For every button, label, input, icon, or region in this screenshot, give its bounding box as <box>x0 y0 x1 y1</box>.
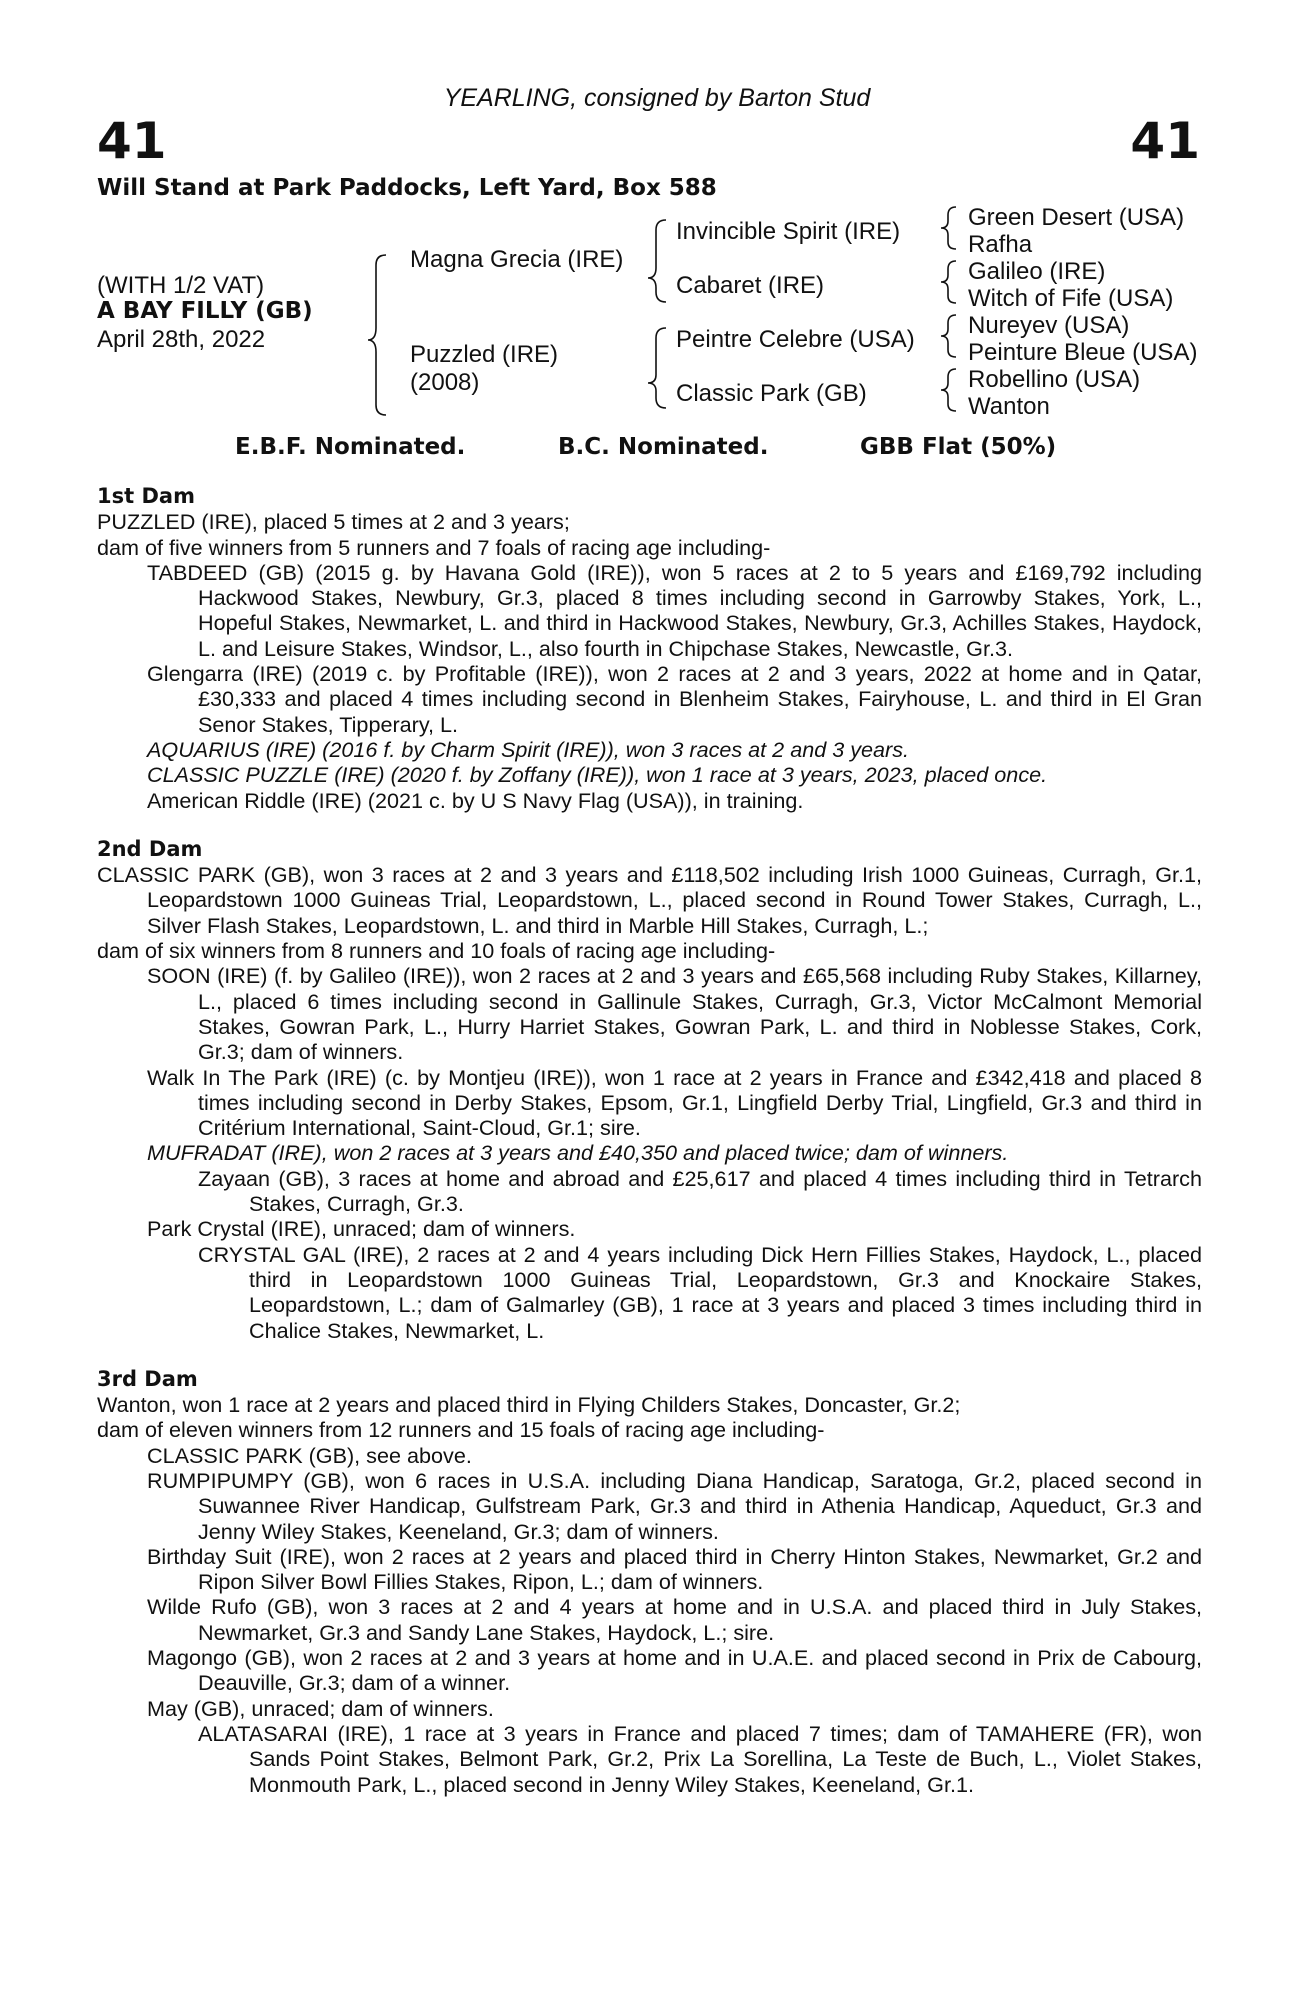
first-dam-progeny: AQUARIUS (IRE) (2016 f. by Charm Spirit (IRE)), won 3 races at 2 and 3 years. <box>147 736 910 762</box>
ebf-nomination: E.B.F. Nominated. <box>235 434 466 460</box>
sire: Magna Grecia (IRE) <box>410 246 624 273</box>
lot-number-right: 41 <box>1130 112 1200 170</box>
first-dam-line: PUZZLED (IRE), placed 5 times at 2 and 3 years; <box>97 509 570 535</box>
vat-note: (WITH 1/2 VAT) <box>97 272 265 299</box>
stand-location: Will Stand at Park Paddocks, Left Yard, Box 588 <box>97 175 717 201</box>
first-dam-progeny: Glengarra (IRE) (2019 c. by Profitable (IRE)), won 2 races at 2 and 3 years, 2022 at home and in Qatar, £30,333 and placed 4 times including second in Blenheim Stakes, Fairyhouse, L. and third in El Gran Senor Stakes, Tipperary, L. <box>147 661 1202 737</box>
third-dam-progeny: Wilde Rufo (GB), won 3 races at 2 and 4 years at home and in U.S.A. and placed third in July Stakes, Newmarket, Gr.3 and Sandy Lane Stakes, Haydock, L.; sire. <box>147 1594 1202 1645</box>
bc-nomination: B.C. Nominated. <box>558 434 769 460</box>
first-dam-summary: dam of five winners from 5 runners and 7 foals of racing age including- <box>97 534 771 560</box>
second-dam-progeny: Park Crystal (IRE), unraced; dam of winners. <box>147 1216 576 1242</box>
dam-sire: Peintre Celebre (USA) <box>676 326 915 353</box>
foaling-date: April 28th, 2022 <box>97 326 266 353</box>
dam-year: (2008) <box>410 369 480 396</box>
dam: Puzzled (IRE) <box>410 341 559 368</box>
third-dam-progeny: CLASSIC PARK (GB), see above. <box>147 1442 472 1468</box>
sire-sire: Invincible Spirit (IRE) <box>676 218 901 245</box>
third-dam-progeny: Magongo (GB), won 2 races at 2 and 3 years at home and in U.A.E. and placed second in Prix de Cabourg, Deauville, Gr.3; dam of a winner. <box>147 1645 1202 1696</box>
second-dam-heading: 2nd Dam <box>97 836 203 861</box>
gen3-2: Rafha <box>968 231 1033 258</box>
first-dam-progeny: TABDEED (GB) (2015 g. by Havana Gold (IRE)), won 5 races at 2 to 5 years and £169,792 including Hackwood Stakes, Newbury, Gr.3, placed 8 times including second in Garrowby Stakes, York, L., Hopeful Stakes, Newmarket, L. and third in Hackwood Stakes, Newbury, Gr.3, Achilles Stakes, Haydock, L. and Leisure Stakes, Windsor, L., also fourth in Chipchase Stakes, Newcastle, Gr.3. <box>147 559 1202 661</box>
lot-number-left: 41 <box>97 112 167 170</box>
gen3-7: Robellino (USA) <box>968 366 1141 393</box>
second-dam-progeny: SOON (IRE) (f. by Galileo (IRE)), won 2 races at 2 and 3 years and £65,568 including Ruby Stakes, Killarney, L., placed 6 times including second in Gallinule Stakes, Curragh, Gr.3, Victor McCalmont Memorial Stakes, Gowran Park, L., Hurry Harriet Stakes, Gowran Park, L. and third in Noblesse Stakes, Cork, Gr.3; dam of winners. <box>147 963 1202 1065</box>
second-dam-summary: dam of six winners from 8 runners and 10 foals of racing age including- <box>97 938 776 964</box>
gen3-6: Peinture Bleue (USA) <box>968 339 1198 366</box>
third-dam-summary: dam of eleven winners from 12 runners and 15 foals of racing age including- <box>97 1417 825 1443</box>
second-dam-progeny: Walk In The Park (IRE) (c. by Montjeu (IRE)), won 1 race at 2 years in France and £342,418 and placed 8 times including second in Derby Stakes, Epsom, Gr.1, Lingfield Derby Trial, Lingfield, Gr.3 and third in Critérium International, Saint-Cloud, Gr.1; sire. <box>147 1064 1202 1141</box>
horse-name: A BAY FILLY (GB) <box>97 298 313 324</box>
gbb-flat: GBB Flat (50%) <box>860 434 1057 460</box>
gen3-8: Wanton <box>968 393 1050 420</box>
third-dam-heading: 3rd Dam <box>97 1366 198 1391</box>
catalogue-body <box>97 484 1202 1797</box>
third-dam-progeny: Birthday Suit (IRE), won 2 races at 2 years and placed third in Cherry Hinton Stakes, Newmarket, Gr.2 and Ripon Silver Bowl Fillies Stakes, Ripon, L.; dam of winners. <box>147 1543 1202 1595</box>
sire-dam: Cabaret (IRE) <box>676 272 825 299</box>
gen3-5: Nureyev (USA) <box>968 312 1130 339</box>
third-dam-grandprogeny: ALATASARAI (IRE), 1 race at 3 years in France and placed 7 times; dam of TAMAHERE (FR), won Sands Point Stakes, Belmont Park, Gr.2, Prix La Sorellina, La Teste de Buch, L., Violet Stakes, Monmouth Park, L., placed second in Jenny Wiley Stakes, Keeneland, Gr.1. <box>198 1720 1202 1797</box>
second-dam-progeny: MUFRADAT (IRE), won 2 races at 3 years and £40,350 and placed twice; dam of winners. <box>147 1140 1009 1166</box>
gen3-1: Green Desert (USA) <box>968 204 1185 231</box>
third-dam-progeny: RUMPIPUMPY (GB), won 6 races in U.S.A. including Diana Handicap, Saratoga, Gr.2, placed second in Suwannee River Handicap, Gulfstream Park, Gr.3 and third in Athenia Handicap, Aqueduct, Gr.3 and Jenny Wiley Stakes, Keeneland, Gr.3; dam of winners. <box>147 1467 1202 1544</box>
gen3-4: Witch of Fife (USA) <box>968 285 1174 312</box>
consignment-line: YEARLING, consigned by Barton Stud <box>443 84 871 112</box>
second-dam-grandprogeny: Zayaan (GB), 3 races at home and abroad and £25,617 and placed 4 times including third in Tetrarch Stakes, Curragh, Gr.3. <box>198 1165 1202 1217</box>
dam-dam: Classic Park (GB) <box>676 380 867 407</box>
first-dam-heading: 1st Dam <box>97 484 195 508</box>
first-dam-progeny: American Riddle (IRE) (2021 c. by U S Navy Flag (USA)), in training. <box>147 787 804 813</box>
second-dam-intro: CLASSIC PARK (GB), won 3 races at 2 and 3 years and £118,502 including Irish 1000 Guineas, Curragh, Gr.1, Leopardstown 1000 Guineas Trial, Leopardstown, L., placed second in Round Tower Stakes, Curragh, L., Silver Flash Stakes, Leopardstown, L. and third in Marble Hill Stakes, Curragh, L.; <box>97 862 1202 938</box>
third-dam-intro: Wanton, won 1 race at 2 years and placed third in Flying Childers Stakes, Doncaster, Gr.2; <box>97 1392 961 1418</box>
gen3-3: Galileo (IRE) <box>968 258 1106 285</box>
first-dam-progeny: CLASSIC PUZZLE (IRE) (2020 f. by Zoffany (IRE)), won 1 race at 3 years, 2023, placed once. <box>147 762 1048 788</box>
second-dam-grandprogeny: CRYSTAL GAL (IRE), 2 races at 2 and 4 years including Dick Hern Fillies Stakes, Haydock, L., placed third in Leopardstown 1000 Guineas Trial, Leopardstown, Gr.3 and Knockaire Stakes, Leopardstown, L.; dam of Galmarley (GB), 1 race at 3 years and placed 3 times including third in Chalice Stakes, Newmarket, L. <box>198 1241 1202 1343</box>
third-dam-progeny: May (GB), unraced; dam of winners. <box>147 1695 494 1721</box>
